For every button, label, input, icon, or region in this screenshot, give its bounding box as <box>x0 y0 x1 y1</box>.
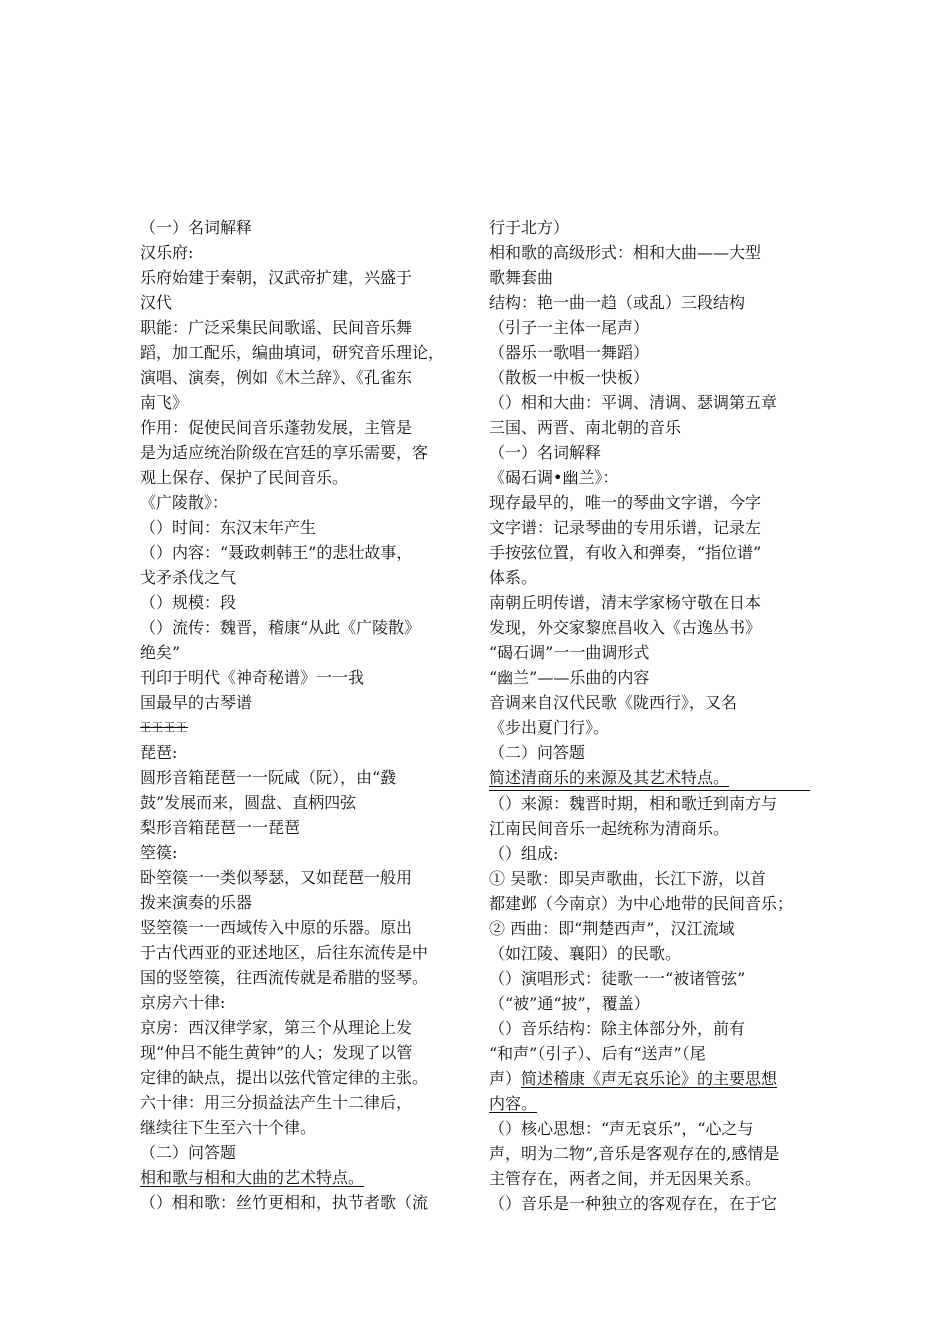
text-line: 文字谱：记录琴曲的专用乐谱，记录左 <box>489 518 762 537</box>
text-line: 继续往下生至六十个律。 <box>140 1118 317 1137</box>
text-line: （）规模：段 <box>140 593 237 612</box>
text-line: 定律的缺点，提出以弦代管定律的主张。 <box>140 1068 429 1087</box>
text-line: 于古代西亚的亚述地区，后往东流传是中 <box>140 943 429 962</box>
text-line: 歌舞套曲 <box>489 268 554 287</box>
text-line: （“被”通“披”，覆盖） <box>489 994 650 1013</box>
text-line: 行于北方） <box>489 218 570 237</box>
text-line: 绝矣” <box>140 643 181 662</box>
text-line: 现存最早的，唯一的琴曲文字谱，今字 <box>489 493 762 512</box>
left-text-column <box>140 215 470 1215</box>
text-line: （）演唱形式：徒歌一一“被诸管弦” <box>489 969 746 988</box>
text-line: 江南民间音乐一起统称为清商乐。 <box>489 819 730 838</box>
text-line: 戈矛杀伐之气 <box>140 568 237 587</box>
right-text-column <box>489 215 810 1216</box>
text-line: （）内容：“聂政刺韩王”的悲壮故事， <box>140 543 413 562</box>
text-line: 职能：广泛采集民间歌谣、民间音乐舞 <box>140 318 413 337</box>
text-line: （二）问答题 <box>140 1143 237 1162</box>
text-line: 简述清商乐的来源及其艺术特点。 <box>489 765 810 791</box>
text-line: 结构：艳一曲一趋（或乱）三段结构 <box>489 293 746 312</box>
text-line: 发现，外交家黎庶昌收入《古逸丛书》 <box>489 618 762 637</box>
text-line: 都建邺（今南京）为中心地带的民间音乐； <box>489 894 794 913</box>
text-line: ② 西曲：即“荆楚西声”，汉江流域 <box>489 919 735 938</box>
text-line: （一）名词解释 <box>489 443 602 462</box>
text-line: 卧箜篌一一类似琴瑟，又如琵琶一般用 <box>140 868 413 887</box>
text-line: 音调来自汉代民歌《陇西行》，又名 <box>489 693 738 712</box>
text-line: （引子一主体一尾声） <box>489 318 650 337</box>
text-line: 拨来演奏的乐器 <box>140 893 253 912</box>
text-line: （）时间：东汉末年产生 <box>140 518 317 537</box>
text-line: 京房六十律: <box>140 993 226 1012</box>
text-line: “和声”（引子）、后有“送声”（尾 <box>489 1044 706 1063</box>
text-line: 声，明为二物”,音乐是客观存在的,感情是 <box>489 1144 780 1163</box>
text-line: 蹈，加工配乐，编曲填词，研究音乐理论， <box>140 343 445 362</box>
text-line: 刊印于明代《神奇秘谱》一一我 <box>140 668 365 687</box>
text-line: 六十律：用三分损益法产生十二律后， <box>140 1093 413 1112</box>
text-line: （）流传：魏晋，稽康“从此《广陵散》 <box>140 618 421 637</box>
text-line: 竖箜篌一一西域传入中原的乐器。原出 <box>140 918 413 937</box>
text-line: （）相和大曲：平调、清调、瑟调第五章 <box>489 393 778 412</box>
text-line: 三国、两晋、南北朝的音乐 <box>489 418 682 437</box>
text-line: 鼓”发展而来，圆盘、直柄四弦 <box>140 793 357 812</box>
text-line: 圆形音箱琵琶一一阮咸（阮），由“鼗 <box>140 768 397 787</box>
text-line: （二）问答题 <box>489 743 586 762</box>
text-line: 王王王王 <box>140 721 188 734</box>
text-line: （）相和歌：丝竹更相和，执节者歌（流 <box>140 1193 429 1212</box>
text-line: 汉乐府: <box>140 243 194 262</box>
text-line: 相和歌与相和大曲的艺术特点。 <box>140 1168 365 1187</box>
text-line: ① 吴歌：即吴声歌曲，长江下游，以首 <box>489 869 767 888</box>
text-line: （）音乐是一种独立的客观存在，在于它 <box>489 1194 778 1213</box>
text-line: 国最早的古琴谱 <box>140 693 253 712</box>
text-line: 京房：西汉律学家，第三个从理论上发 <box>140 1018 413 1037</box>
text-line: 体系。 <box>489 568 538 587</box>
text-line: （）来源：魏晋时期，相和歌迁到南方与 <box>489 794 778 813</box>
text-line: 汉代 <box>140 293 173 312</box>
text-line: 《碣石调•幽兰》： <box>489 468 619 487</box>
text-line: 现“仲吕不能生黄钟”的人；发现了以管 <box>140 1043 413 1062</box>
text-line: （一）名词解释 <box>140 218 253 237</box>
text-line: 手按弦位置，有收入和弹奏，“指位谱” <box>489 543 762 562</box>
text-line: 相和歌的高级形式：相和大曲——大型 <box>489 243 762 262</box>
text-line: 作用：促使民间音乐蓬勃发展，主管是 <box>140 418 413 437</box>
text-line: 南飞》 <box>140 393 189 412</box>
text-line: 主管存在，两者之间，并无因果关系。 <box>489 1169 762 1188</box>
text-line: 观上保存、保护了民间音乐。 <box>140 468 349 487</box>
text-line: 《广陵散》： <box>140 493 229 512</box>
text-line: 乐府始建于秦朝，汉武帝扩建，兴盛于 <box>140 268 413 287</box>
text-line: （器乐一歌唱一舞蹈） <box>489 343 650 362</box>
text-line: 梨形音箱琵琶一一琵琶 <box>140 818 301 837</box>
text-line: （）核心思想：“声无哀乐”，“心之与 <box>489 1119 754 1138</box>
text-line: 内容。 <box>489 1094 538 1113</box>
text-line: 琵琶: <box>140 743 178 762</box>
text-line: 声）简述稽康《声无哀乐论》的主要思想 <box>489 1069 778 1088</box>
text-line: “碣石调”一一曲调形式 <box>489 643 650 662</box>
text-line: 是为适应统治阶级在宫廷的享乐需要，客 <box>140 443 429 462</box>
text-line: 国的竖箜篌，往西流传就是希腊的竖琴。 <box>140 968 429 987</box>
text-line: 箜篌: <box>140 843 178 862</box>
text-line: （）组成: <box>489 844 559 863</box>
text-line: （散板一中板一快板） <box>489 368 650 387</box>
text-line: 南朝丘明传谱，清末学家杨守敬在日本 <box>489 593 762 612</box>
text-line: 《步出夏门行》。 <box>489 718 610 737</box>
text-line: （如江陵、襄阳）的民歌。 <box>489 944 682 963</box>
text-line: “幽兰”——乐曲的内容 <box>489 668 650 687</box>
text-line: 演唱、演奏，例如《木兰辞》、《孔雀东 <box>140 368 413 387</box>
text-line: （）音乐结构：除主体部分外，前有 <box>489 1019 746 1038</box>
